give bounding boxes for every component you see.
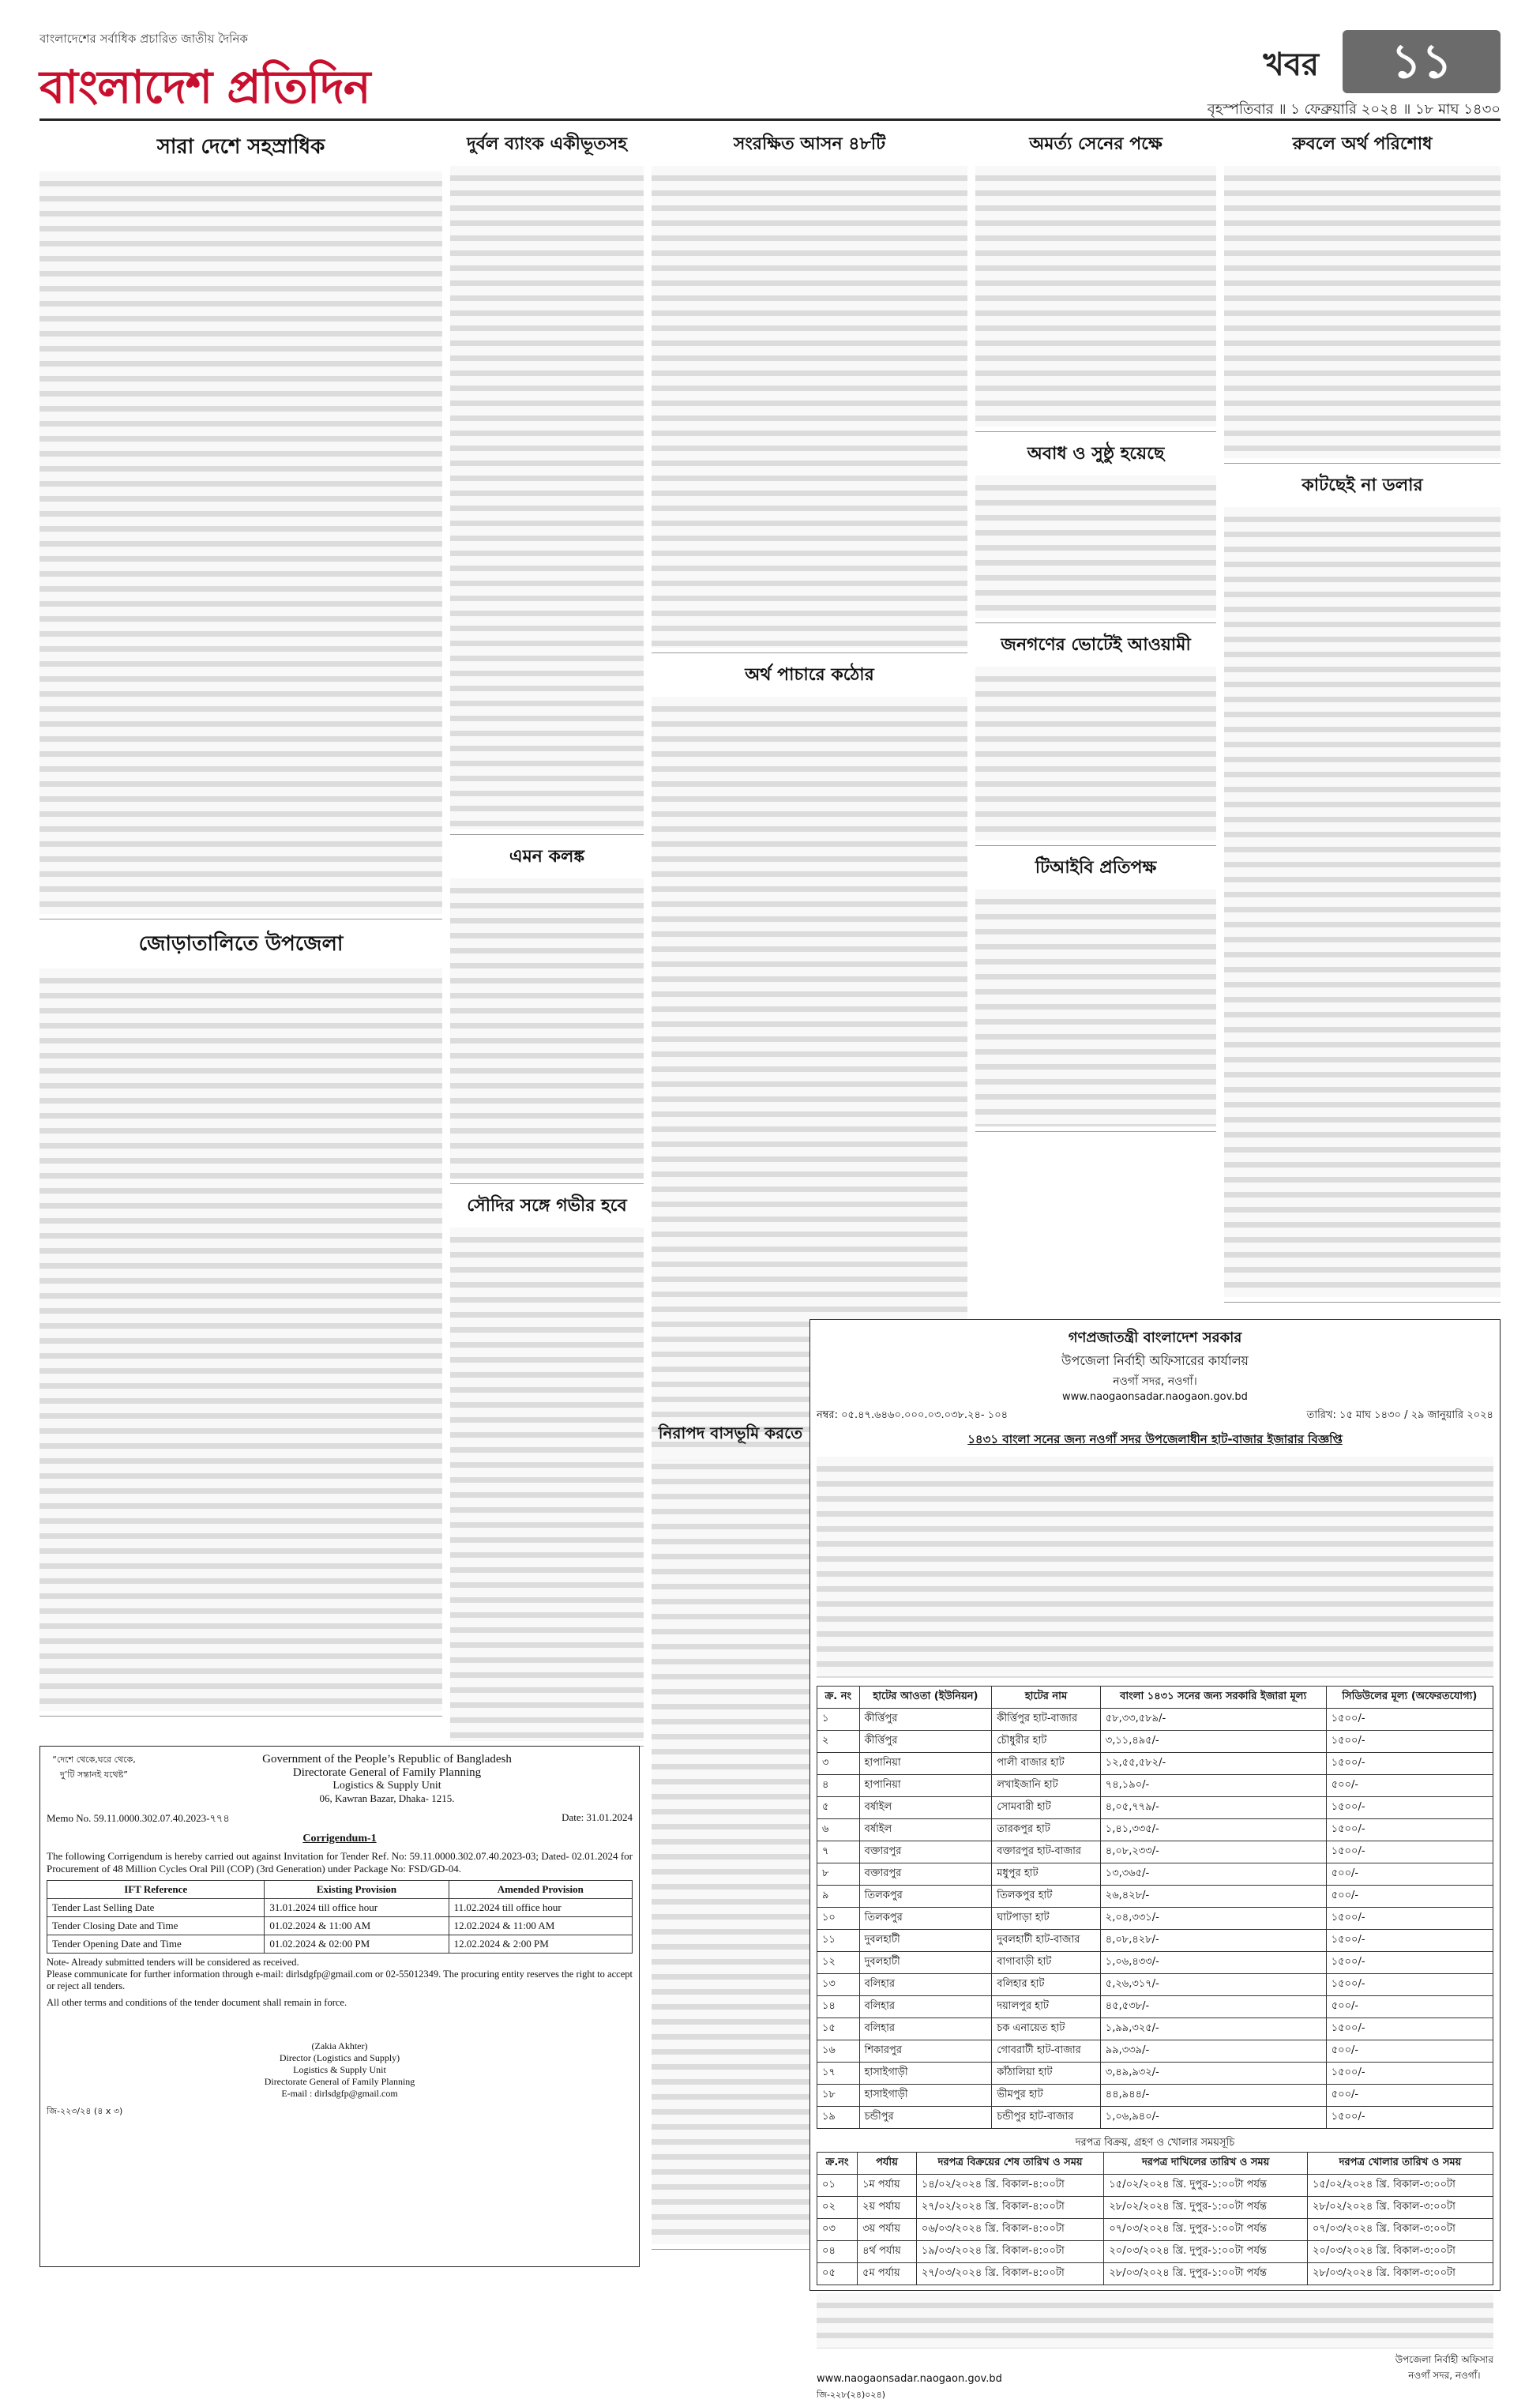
haat-cell: দুবলহাটী bbox=[859, 1952, 992, 1974]
haat-row bbox=[817, 2018, 1493, 2040]
haat-cell: বর্ষাইল bbox=[859, 1797, 992, 1819]
schedule-cell: ১৯/০৩/২০২৪ খ্রি. বিকাল-৪:০০টা bbox=[916, 2241, 1103, 2263]
story-body bbox=[450, 166, 644, 829]
signer-place: নওগাঁ সদর, নওগাঁ। bbox=[1408, 2370, 1481, 2381]
schedule-header-cell: দরপত্র দাখিলের তারিখ ও সময় bbox=[1104, 2153, 1308, 2175]
story-title: কাটছেই না ডলার bbox=[1301, 475, 1423, 495]
haat-row bbox=[817, 1819, 1493, 1841]
schedule-table-header bbox=[817, 2153, 1493, 2175]
schedule-header-cell: পর্যায় bbox=[858, 2153, 917, 2175]
column-4 bbox=[975, 130, 1216, 1140]
haat-cell: ৪৫,৫৩৮/- bbox=[1100, 1996, 1326, 2018]
story-title: জোড়াতালিতে উপজেলা bbox=[138, 932, 344, 956]
haat-cell: ৯৯,৩৩৯/- bbox=[1100, 2040, 1326, 2063]
column-3 bbox=[652, 130, 967, 1468]
haat-row bbox=[817, 1753, 1493, 1775]
haat-header-cell: হাটের নাম bbox=[992, 1687, 1101, 1709]
haat-row bbox=[817, 1797, 1493, 1819]
notice-footer-body bbox=[817, 2293, 1493, 2348]
haat-cell: কীর্ত্তিপুর হাট-বাজার bbox=[992, 1709, 1101, 1731]
story-title: অর্থ পাচারে কঠোর bbox=[745, 664, 874, 685]
notice-website[interactable]: www.naogaonsadar.naogaon.gov.bd bbox=[1062, 1391, 1248, 1403]
story bbox=[450, 843, 644, 1184]
schedule-cell: ২য় পর্যায় bbox=[858, 2197, 917, 2219]
haat-header-cell: হাটের আওতা (ইউনিয়ন) bbox=[859, 1687, 992, 1709]
haat-cell: দয়ালপুর হাট bbox=[992, 1996, 1101, 2018]
story-body bbox=[1224, 166, 1501, 458]
tender-note1: Note- Already submitted tenders will be considered as received. bbox=[47, 1957, 299, 1968]
haat-cell: হাসাইগাড়ী bbox=[859, 2063, 992, 2085]
schedule-cell: ২৭/০২/২০২৪ খ্রি. বিকাল-৪:০০টা bbox=[916, 2197, 1103, 2219]
tender-cell: 11.02.2024 till office hour bbox=[449, 1899, 632, 1917]
story bbox=[39, 927, 442, 1717]
haat-cell: ১,০৬,৯৪০/- bbox=[1100, 2107, 1326, 2129]
newspaper-logo: বাংলাদেশ প্রতিদিন bbox=[39, 60, 370, 114]
haat-cell: ১৫০০/- bbox=[1326, 2018, 1493, 2040]
story-title: নিরাপদ বাসভূমি করতে bbox=[658, 1423, 803, 1442]
haat-cell: মধুপুর হাট bbox=[992, 1863, 1101, 1886]
haat-cell: বলিহার bbox=[859, 2018, 992, 2040]
schedule-cell: ০৫ bbox=[817, 2263, 858, 2285]
haat-row bbox=[817, 1996, 1493, 2018]
story bbox=[975, 854, 1216, 1132]
tender-slogan: “দেশে থেকে,ঘরে থেকে, দু’টি সন্তানই যথেষ্ট” bbox=[52, 1754, 136, 1780]
schedule-cell: ২৮/০২/২০২৪ খ্রি. দুপুর-১:০০টা পর্যন্ত bbox=[1104, 2197, 1308, 2219]
haat-cell: ১৫০০/- bbox=[1326, 1819, 1493, 1841]
haat-cell: ১,৯৯,৩২৫/- bbox=[1100, 2018, 1326, 2040]
haat-cell: ১৫০০/- bbox=[1326, 1731, 1493, 1753]
haat-cell: ৭৪,১৯০/- bbox=[1100, 1775, 1326, 1797]
haat-header-cell: সিডিউলের মূল্য (অফেরতযোগ্য) bbox=[1326, 1687, 1493, 1709]
haat-cell: ৪,০৫,৭৭৯/- bbox=[1100, 1797, 1326, 1819]
schedule-cell: ০২ bbox=[817, 2197, 858, 2219]
haat-cell: ৪৪,৯৪৪/- bbox=[1100, 2085, 1326, 2107]
schedule-row bbox=[817, 2175, 1493, 2197]
haat-cell: সোমবারী হাট bbox=[992, 1797, 1101, 1819]
haat-row bbox=[817, 1974, 1493, 1996]
haat-cell: ৯ bbox=[817, 1886, 860, 1908]
schedule-cell: ১৪/০২/২০২৪ খ্রি. বিকাল-৪:০০টা bbox=[916, 2175, 1103, 2197]
haat-cell: ১৫০০/- bbox=[1326, 1930, 1493, 1952]
story bbox=[1224, 472, 1501, 1303]
haat-cell: ১১ bbox=[817, 1930, 860, 1952]
haat-cell: ৫৮,৩৩,৫৮৯/- bbox=[1100, 1709, 1326, 1731]
haat-cell: কীর্ত্তিপুর bbox=[859, 1709, 992, 1731]
tender-cell: Tender Last Selling Date bbox=[47, 1899, 265, 1917]
story-title: অবাধ ও সুষ্ঠু হয়েছে bbox=[1027, 443, 1165, 464]
haat-cell: ১৫ bbox=[817, 2018, 860, 2040]
story bbox=[975, 631, 1216, 846]
story-body bbox=[975, 166, 1216, 427]
tender-table-body bbox=[47, 1899, 633, 1954]
haat-cell: তিলকপুর bbox=[859, 1886, 992, 1908]
haat-cell: ৫ bbox=[817, 1797, 860, 1819]
haat-cell: হাপানিয়া bbox=[859, 1775, 992, 1797]
tender-table bbox=[47, 1880, 633, 1954]
schedule-cell: ৫ম পর্যায় bbox=[858, 2263, 917, 2285]
tender-signer-title2: Logistics & Supply Unit bbox=[293, 2064, 386, 2075]
haat-cell: ১,৪১,৩৩৫/- bbox=[1100, 1819, 1326, 1841]
haat-cell: ৪,০৮,২৩৩/- bbox=[1100, 1841, 1326, 1863]
haat-cell: ১৩,৩৬৫/- bbox=[1100, 1863, 1326, 1886]
haat-cell: ৪ bbox=[817, 1775, 860, 1797]
schedule-row bbox=[817, 2219, 1493, 2241]
schedule-cell: ১ম পর্যায় bbox=[858, 2175, 917, 2197]
tender-memo bbox=[47, 1811, 230, 1828]
haat-table-body bbox=[817, 1709, 1493, 2129]
story bbox=[39, 130, 442, 919]
schedule-cell: ৩য় পর্যায় bbox=[858, 2219, 917, 2241]
tender-date: Date: 31.01.2024 bbox=[562, 1811, 633, 1823]
haat-cell: ৫,২৬,৩১৭/- bbox=[1100, 1974, 1326, 1996]
tender-row bbox=[47, 1935, 633, 1954]
tender-signature bbox=[47, 2040, 633, 2100]
haat-cell: ৩ bbox=[817, 1753, 860, 1775]
notice-title: ১৪৩১ বাংলা সনের জন্য নওগাঁ সদর উপজেলাধীন হাট-বাজার ইজারার বিজ্ঞপ্তি bbox=[967, 1432, 1343, 1446]
story-body bbox=[652, 1454, 809, 2244]
tender-code: জি-২২৩/২৪ (৪ x ৩) bbox=[47, 2106, 123, 2116]
story bbox=[975, 130, 1216, 432]
haat-cell: ২ bbox=[817, 1731, 860, 1753]
haat-cell: চক এনায়েত হাট bbox=[992, 2018, 1101, 2040]
story-title: সংরক্ষিত আসন ৪৮টি bbox=[733, 134, 886, 154]
haat-cell: ১৫০০/- bbox=[1326, 1908, 1493, 1930]
haat-cell: চন্ডীপুর bbox=[859, 2107, 992, 2129]
haat-cell: ৮ bbox=[817, 1863, 860, 1886]
tender-note2: Please communicate for further information through e-mail: dirlsdgfp@gmail.com or 02-55012349. The procuring entity reserves the right to accept or reject all tenders. bbox=[47, 1969, 633, 1991]
tender-cell: 12.02.2024 & 2:00 PM bbox=[449, 1935, 632, 1954]
haat-cell: ৫০০/- bbox=[1326, 1863, 1493, 1886]
masthead bbox=[39, 24, 1501, 118]
notice-signature bbox=[1395, 2353, 1493, 2385]
tender-memo-prefix: Memo No. 59.11.0000.302.07.40.2023- bbox=[47, 1812, 210, 1824]
tender-row bbox=[47, 1917, 633, 1935]
tender-org4: 06, Kawran Bazar, Dhaka- 1215. bbox=[319, 1792, 455, 1804]
notice-code: জি-২২৮(২৪)০২৪) bbox=[817, 2390, 886, 2400]
tender-note3: All other terms and conditions of the tender document shall remain in force. bbox=[47, 1997, 347, 2008]
government-notice bbox=[809, 1319, 1501, 2400]
story-title: টিআইবি প্রতিপক্ষ bbox=[1035, 857, 1157, 878]
haat-cell: ১৯ bbox=[817, 2107, 860, 2129]
tender-cell: 12.02.2024 & 11:00 AM bbox=[449, 1917, 632, 1935]
haat-row bbox=[817, 2107, 1493, 2129]
column-2 bbox=[450, 130, 644, 1754]
story-body bbox=[450, 878, 644, 1179]
haat-cell: পালী বাজার হাট bbox=[992, 1753, 1101, 1775]
story-body bbox=[652, 166, 967, 648]
haat-cell: দুবলহাটী bbox=[859, 1930, 992, 1952]
haat-cell: লখাইজানি হাট bbox=[992, 1775, 1101, 1797]
haat-cell: ৫০০/- bbox=[1326, 2085, 1493, 2107]
haat-row bbox=[817, 1908, 1493, 1930]
notice-heading3: নওগাঁ সদর, নওগাঁ। bbox=[1113, 1375, 1197, 1388]
tender-header-cell: Existing Provision bbox=[265, 1881, 449, 1899]
haat-cell: হাসাইগাড়ী bbox=[859, 2085, 992, 2107]
story-title: সারা দেশে সহস্রাধিক bbox=[156, 135, 325, 159]
schedule-header-cell: দরপত্র খোলার তারিখ ও সময় bbox=[1307, 2153, 1493, 2175]
story bbox=[450, 1192, 644, 1747]
story-body bbox=[39, 968, 442, 1711]
schedule-cell: ২০/০৩/২০২৪ খ্রি. দুপুর-১:০০টা পর্যন্ত bbox=[1104, 2241, 1308, 2263]
haat-cell: বর্ষাইল bbox=[859, 1819, 992, 1841]
schedule-row bbox=[817, 2263, 1493, 2285]
tender-header-cell: IFT Reference bbox=[47, 1881, 265, 1899]
story-body bbox=[975, 476, 1216, 618]
haat-cell: ১৭ bbox=[817, 2063, 860, 2085]
haat-cell: ভীমপুর হাট bbox=[992, 2085, 1101, 2107]
story-title: জনগণের ভোটেই আওয়ামী bbox=[1001, 634, 1191, 655]
story-title: অমর্ত্য সেনের পক্ষে bbox=[1029, 134, 1163, 154]
schedule-title: দরপত্র বিক্রয়, গ্রহণ ও খোলার সময়সূচি bbox=[1075, 2137, 1235, 2149]
haat-cell: চৌধুরীর হাট bbox=[992, 1731, 1101, 1753]
tender-memo-row bbox=[47, 1811, 633, 1828]
haat-row bbox=[817, 1775, 1493, 1797]
haat-cell: ১৩ bbox=[817, 1974, 860, 1996]
tender-notice bbox=[39, 1746, 640, 2267]
haat-cell: ৩,৪৯,৯৩২/- bbox=[1100, 2063, 1326, 2085]
haat-cell: ৭ bbox=[817, 1841, 860, 1863]
story-body bbox=[975, 667, 1216, 840]
haat-cell: তিলকপুর হাট bbox=[992, 1886, 1101, 1908]
haat-row bbox=[817, 1863, 1493, 1886]
haat-cell: ১৬ bbox=[817, 2040, 860, 2063]
haat-cell: বক্তারপুর bbox=[859, 1863, 992, 1886]
haat-cell: শিকারপুর bbox=[859, 2040, 992, 2063]
story-body bbox=[975, 889, 1216, 1126]
haat-row bbox=[817, 2085, 1493, 2107]
section-label: খবর bbox=[1263, 47, 1319, 83]
schedule-cell: ১৫/০২/২০২৪ খ্রি. বিকাল-৩:০০টা bbox=[1307, 2175, 1493, 2197]
haat-cell: হাপানিয়া bbox=[859, 1753, 992, 1775]
corrigendum-title: Corrigendum-1 bbox=[302, 1833, 377, 1845]
schedule-cell: ৪র্থ পর্যায় bbox=[858, 2241, 917, 2263]
haat-cell: ১৫০০/- bbox=[1326, 1974, 1493, 1996]
schedule-table-body bbox=[817, 2175, 1493, 2285]
story bbox=[1224, 130, 1501, 464]
notice-footer-website[interactable]: www.naogaonsadar.naogaon.gov.bd bbox=[817, 2373, 1002, 2385]
haat-cell: দুবলহাটী হাট-বাজার bbox=[992, 1930, 1101, 1952]
haat-cell: ১৫০০/- bbox=[1326, 1841, 1493, 1863]
haat-header-cell: ক্র. নং bbox=[817, 1687, 860, 1709]
haat-cell: ১৫০০/- bbox=[1326, 2107, 1493, 2129]
tender-cell: 01.02.2024 & 11:00 AM bbox=[265, 1917, 449, 1935]
haat-cell: বলিহার bbox=[859, 1996, 992, 2018]
haat-row bbox=[817, 2063, 1493, 2085]
haat-table bbox=[817, 1686, 1493, 2129]
haat-cell: বাগাবাড়ী হাট bbox=[992, 1952, 1101, 1974]
haat-cell: বলিহার bbox=[859, 1974, 992, 1996]
haat-cell: ১,০৬,৪৩৩/- bbox=[1100, 1952, 1326, 1974]
haat-cell: ৩,১১,৪৯৫/- bbox=[1100, 1731, 1326, 1753]
story-title: এমন কলঙ্ক bbox=[509, 846, 585, 867]
tender-org1: Government of the People’s Republic of Bangladesh bbox=[262, 1753, 512, 1766]
tender-org2: Directorate General of Family Planning bbox=[292, 1766, 482, 1779]
haat-cell: কাঁঠালিয়া হাট bbox=[992, 2063, 1101, 2085]
story bbox=[652, 1422, 809, 2250]
haat-cell: ২৬,৪২৮/- bbox=[1100, 1886, 1326, 1908]
tender-signer-email: E-mail : dirlsdgfp@gmail.com bbox=[281, 2088, 398, 2099]
dateline: বৃহস্পতিবার ॥ ১ ফেব্রুয়ারি ২০২৪ ॥ ১৮ মাঘ ১৪৩০ bbox=[1207, 101, 1501, 118]
haat-cell: ১২,৫৫,৫৮২/- bbox=[1100, 1753, 1326, 1775]
tender-cell: 31.01.2024 till office hour bbox=[265, 1899, 449, 1917]
haat-cell: ৪,০৮,৪২৮/- bbox=[1100, 1930, 1326, 1952]
schedule-cell: ২০/০৩/২০২৪ খ্রি. বিকাল-৩:০০টা bbox=[1307, 2241, 1493, 2263]
tender-header-cell: Amended Provision bbox=[449, 1881, 632, 1899]
haat-cell: তারকপুর হাট bbox=[992, 1819, 1101, 1841]
column-3b bbox=[652, 1422, 809, 2258]
story bbox=[450, 130, 644, 835]
notice-date: তারিখ: ১৫ মাঘ ১৪৩০ / ২৯ জানুয়ারি ২০২৪ bbox=[1306, 1409, 1493, 1421]
haat-cell: বক্তারপুর হাট-বাজার bbox=[992, 1841, 1101, 1863]
haat-cell: ৬ bbox=[817, 1819, 860, 1841]
notice-heading1: গণপ্রজাতন্ত্রী বাংলাদেশ সরকার bbox=[1068, 1329, 1242, 1346]
haat-cell: ১৫০০/- bbox=[1326, 1952, 1493, 1974]
haat-header-cell: বাংলা ১৪৩১ সনের জন্য সরকারি ইজারা মূল্য bbox=[1100, 1687, 1326, 1709]
story-title: রুবলে অর্থ পরিশোধ bbox=[1292, 134, 1433, 154]
haat-cell: চন্ডীপুর হাট-বাজার bbox=[992, 2107, 1101, 2129]
haat-cell: ১৫০০/- bbox=[1326, 1753, 1493, 1775]
haat-row bbox=[817, 1930, 1493, 1952]
schedule-cell: ০৩ bbox=[817, 2219, 858, 2241]
schedule-header-cell: দরপত্র বিক্রয়ের শেষ তারিখ ও সময় bbox=[916, 2153, 1103, 2175]
haat-row bbox=[817, 1886, 1493, 1908]
haat-cell: ১৮ bbox=[817, 2085, 860, 2107]
schedule-row bbox=[817, 2197, 1493, 2219]
tender-header bbox=[47, 1753, 633, 1805]
notice-footer bbox=[817, 2353, 1493, 2385]
masthead-divider bbox=[39, 118, 1501, 121]
schedule-table bbox=[817, 2152, 1493, 2285]
haat-cell: বক্তারপুর bbox=[859, 1841, 992, 1863]
haat-row bbox=[817, 1731, 1493, 1753]
tender-memo-number: ৭৭৪ bbox=[209, 1812, 230, 1824]
schedule-cell: ২৮/০৩/২০২৪ খ্রি. বিকাল-৩:০০টা bbox=[1307, 2263, 1493, 2285]
tender-cell: 01.02.2024 & 02:00 PM bbox=[265, 1935, 449, 1954]
haat-cell: ১২ bbox=[817, 1952, 860, 1974]
haat-cell: ৫০০/- bbox=[1326, 1996, 1493, 2018]
story bbox=[652, 130, 967, 653]
signer-title: উপজেলা নির্বাহী অফিসার bbox=[1395, 2354, 1493, 2365]
schedule-cell: ০৭/০৩/২০২৪ খ্রি. বিকাল-৩:০০টা bbox=[1307, 2219, 1493, 2241]
story-body bbox=[39, 171, 442, 914]
tender-org bbox=[141, 1753, 633, 1805]
tender-row bbox=[47, 1899, 633, 1917]
haat-cell: ১০ bbox=[817, 1908, 860, 1930]
tender-signer: (Zakia Akhter) bbox=[311, 2040, 368, 2051]
schedule-cell: ০৪ bbox=[817, 2241, 858, 2263]
tender-signer-title1: Director (Logistics and Supply) bbox=[279, 2052, 400, 2063]
haat-cell: ৫০০/- bbox=[1326, 1886, 1493, 1908]
schedule-cell: ০৭/০৩/২০২৪ খ্রি. দুপুর-১:০০টা পর্যন্ত bbox=[1104, 2219, 1308, 2241]
story bbox=[975, 440, 1216, 623]
haat-cell: ১ bbox=[817, 1709, 860, 1731]
tender-org3: Logistics & Supply Unit bbox=[332, 1780, 441, 1792]
haat-cell: কীর্ত্তিপুর bbox=[859, 1731, 992, 1753]
story-title: সৌদির সঙ্গে গভীর হবে bbox=[467, 1195, 627, 1216]
haat-cell: ১৫০০/- bbox=[1326, 2063, 1493, 2085]
tender-table-header bbox=[47, 1881, 633, 1899]
tender-signer-title3: Directorate General of Family Planning bbox=[264, 2076, 415, 2087]
haat-table-header bbox=[817, 1687, 1493, 1709]
notice-heading2: উপজেলা নির্বাহী অফিসারের কার্যালয় bbox=[1061, 1353, 1249, 1368]
story-body bbox=[1224, 507, 1501, 1297]
haat-cell: ৫০০/- bbox=[1326, 1775, 1493, 1797]
haat-cell: ২,০৪,৩৩১/- bbox=[1100, 1908, 1326, 1930]
schedule-header-cell: ক্র.নং bbox=[817, 2153, 858, 2175]
tender-cell: Tender Closing Date and Time bbox=[47, 1917, 265, 1935]
haat-row bbox=[817, 1952, 1493, 1974]
story-body bbox=[450, 1228, 644, 1741]
schedule-cell: ১৫/০২/২০২৪ খ্রি. দুপুর-১:০০টা পর্যন্ত bbox=[1104, 2175, 1308, 2197]
haat-cell: ১৫০০/- bbox=[1326, 1709, 1493, 1731]
schedule-cell: ২৮/০২/২০২৪ খ্রি. বিকাল-৩:০০টা bbox=[1307, 2197, 1493, 2219]
haat-cell: গোবরাটী হাট-বাজার bbox=[992, 2040, 1101, 2063]
haat-row bbox=[817, 1709, 1493, 1731]
tagline: বাংলাদেশের সর্বাধিক প্রচারিত জাতীয় দৈনিক bbox=[39, 32, 248, 46]
haat-cell: ১৪ bbox=[817, 1996, 860, 2018]
schedule-cell: ০৬/০৩/২০২৪ খ্রি. বিকাল-৪:০০টা bbox=[916, 2219, 1103, 2241]
schedule-cell: ২৭/০৩/২০২৪ খ্রি. বিকাল-৪:০০টা bbox=[916, 2263, 1103, 2285]
column-1 bbox=[39, 130, 442, 1724]
haat-cell: তিলকপুর bbox=[859, 1908, 992, 1930]
haat-row bbox=[817, 2040, 1493, 2063]
schedule-row bbox=[817, 2241, 1493, 2263]
notice-memo-row bbox=[817, 1408, 1493, 1424]
haat-cell: বলিহার হাট bbox=[992, 1974, 1101, 1996]
column-5 bbox=[1224, 130, 1501, 1311]
notice-memo: নম্বর: ০৫.৪৭.৬৪৬০.০০০.০৩.০৩৮.২৪- ১০৪ bbox=[817, 1409, 1009, 1421]
story-title: দুর্বল ব্যাংক একীভূতসহ bbox=[467, 134, 627, 154]
schedule-cell: ২৮/০৩/২০২৪ খ্রি. দুপুর-১:০০টা পর্যন্ত bbox=[1104, 2263, 1308, 2285]
haat-cell: ৫০০/- bbox=[1326, 2040, 1493, 2063]
page-number: ১১ bbox=[1343, 30, 1501, 93]
haat-cell: ১৫০০/- bbox=[1326, 1797, 1493, 1819]
haat-row bbox=[817, 1841, 1493, 1863]
tender-body: The following Corrigendum is hereby carried out against Invitation for Tender Ref. No: 59.11.0000.302.07.40.2023-03; Dated- 02.01.2024 for Procurement of 48 Million Cycles Oral Pill (COP) (3rd Generation) under Package No: FSD/GD-04. bbox=[47, 1850, 633, 1875]
haat-cell: ঘাটপাড়া হাট bbox=[992, 1908, 1101, 1930]
notice-body bbox=[817, 1457, 1493, 1678]
schedule-cell: ০১ bbox=[817, 2175, 858, 2197]
tender-cell: Tender Opening Date and Time bbox=[47, 1935, 265, 1954]
